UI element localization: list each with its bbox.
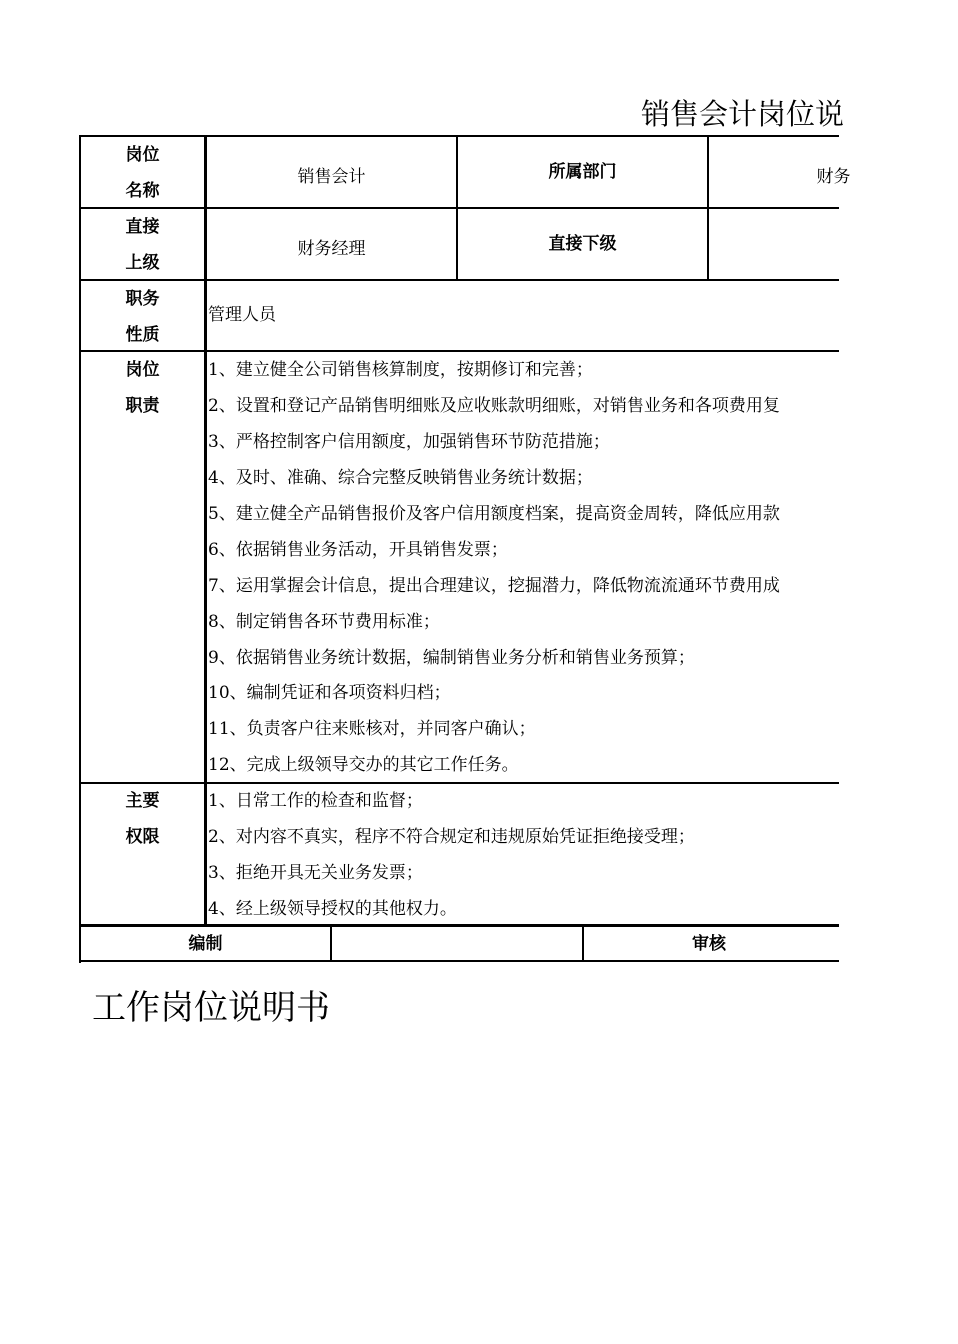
label-line: 岗位 bbox=[125, 360, 160, 380]
dept-label: 所属部门 bbox=[548, 162, 617, 182]
list-item: 12、完成上级领导交办的其它工作任务。 bbox=[208, 755, 519, 775]
label-supervisor bbox=[81, 209, 204, 281]
list-item: 6、依据销售业务活动，开具销售发票； bbox=[208, 540, 508, 560]
label-line: 权限 bbox=[125, 827, 160, 847]
position-name-value: 销售会计 bbox=[297, 167, 366, 187]
list-item: 3、严格控制客户信用额度，加强销售环节防范措施； bbox=[208, 432, 610, 452]
list-item: 5、建立健全产品销售报价及客户信用额度档案，提高资金周转，降低应用款 bbox=[208, 504, 780, 524]
footer-title: 工作岗位说明书 bbox=[92, 988, 330, 1028]
document-title: 销售会计岗位说 bbox=[641, 97, 845, 131]
table-border bbox=[330, 924, 332, 962]
list-item: 4、经上级领导授权的其他权力。 bbox=[208, 899, 457, 919]
label-line: 主要 bbox=[125, 791, 160, 811]
list-item: 2、设置和登记产品销售明细账及应收账款明细账，对销售业务和各项费用复 bbox=[208, 396, 780, 416]
prepared-label: 编制 bbox=[188, 934, 223, 954]
label-line: 岗位 bbox=[125, 145, 160, 165]
list-item: 1、建立健全公司销售核算制度，按期修订和完善； bbox=[208, 360, 593, 380]
nature-value: 管理人员 bbox=[208, 305, 276, 325]
list-item: 9、依据销售业务统计数据，编制销售业务分析和销售业务预算； bbox=[208, 648, 695, 668]
subordinate-label: 直接下级 bbox=[548, 234, 617, 254]
dept-value: 财务 bbox=[816, 167, 851, 187]
label-line: 职务 bbox=[125, 289, 160, 309]
list-item: 1、日常工作的检查和监督； bbox=[208, 791, 423, 811]
list-item: 3、拒绝开具无关业务发票； bbox=[208, 863, 423, 883]
list-item: 11、负责客户往来账核对，并同客户确认； bbox=[208, 719, 536, 739]
label-position-name bbox=[81, 137, 204, 209]
label-duties bbox=[81, 352, 204, 424]
label-line: 直接 bbox=[125, 217, 160, 237]
label-nature bbox=[81, 281, 204, 353]
supervisor-value: 财务经理 bbox=[297, 239, 366, 259]
table-border bbox=[707, 135, 709, 280]
list-item: 2、对内容不真实，程序不符合规定和违规原始凭证拒绝接受理； bbox=[208, 827, 695, 847]
review-label: 审核 bbox=[692, 934, 726, 954]
list-item: 10、编制凭证和各项资料归档； bbox=[208, 683, 451, 703]
label-line: 职责 bbox=[125, 396, 160, 416]
list-item: 4、及时、准确、综合完整反映销售业务统计数据； bbox=[208, 468, 593, 488]
label-line: 名称 bbox=[125, 181, 160, 201]
label-line: 性质 bbox=[125, 325, 160, 345]
label-authority bbox=[81, 783, 204, 855]
label-line: 上级 bbox=[125, 253, 160, 273]
list-item: 8、制定销售各环节费用标准； bbox=[208, 612, 440, 632]
list-item: 7、运用掌握会计信息，提出合理建议，挖掘潜力，降低物流流通环节费用成 bbox=[208, 576, 780, 596]
